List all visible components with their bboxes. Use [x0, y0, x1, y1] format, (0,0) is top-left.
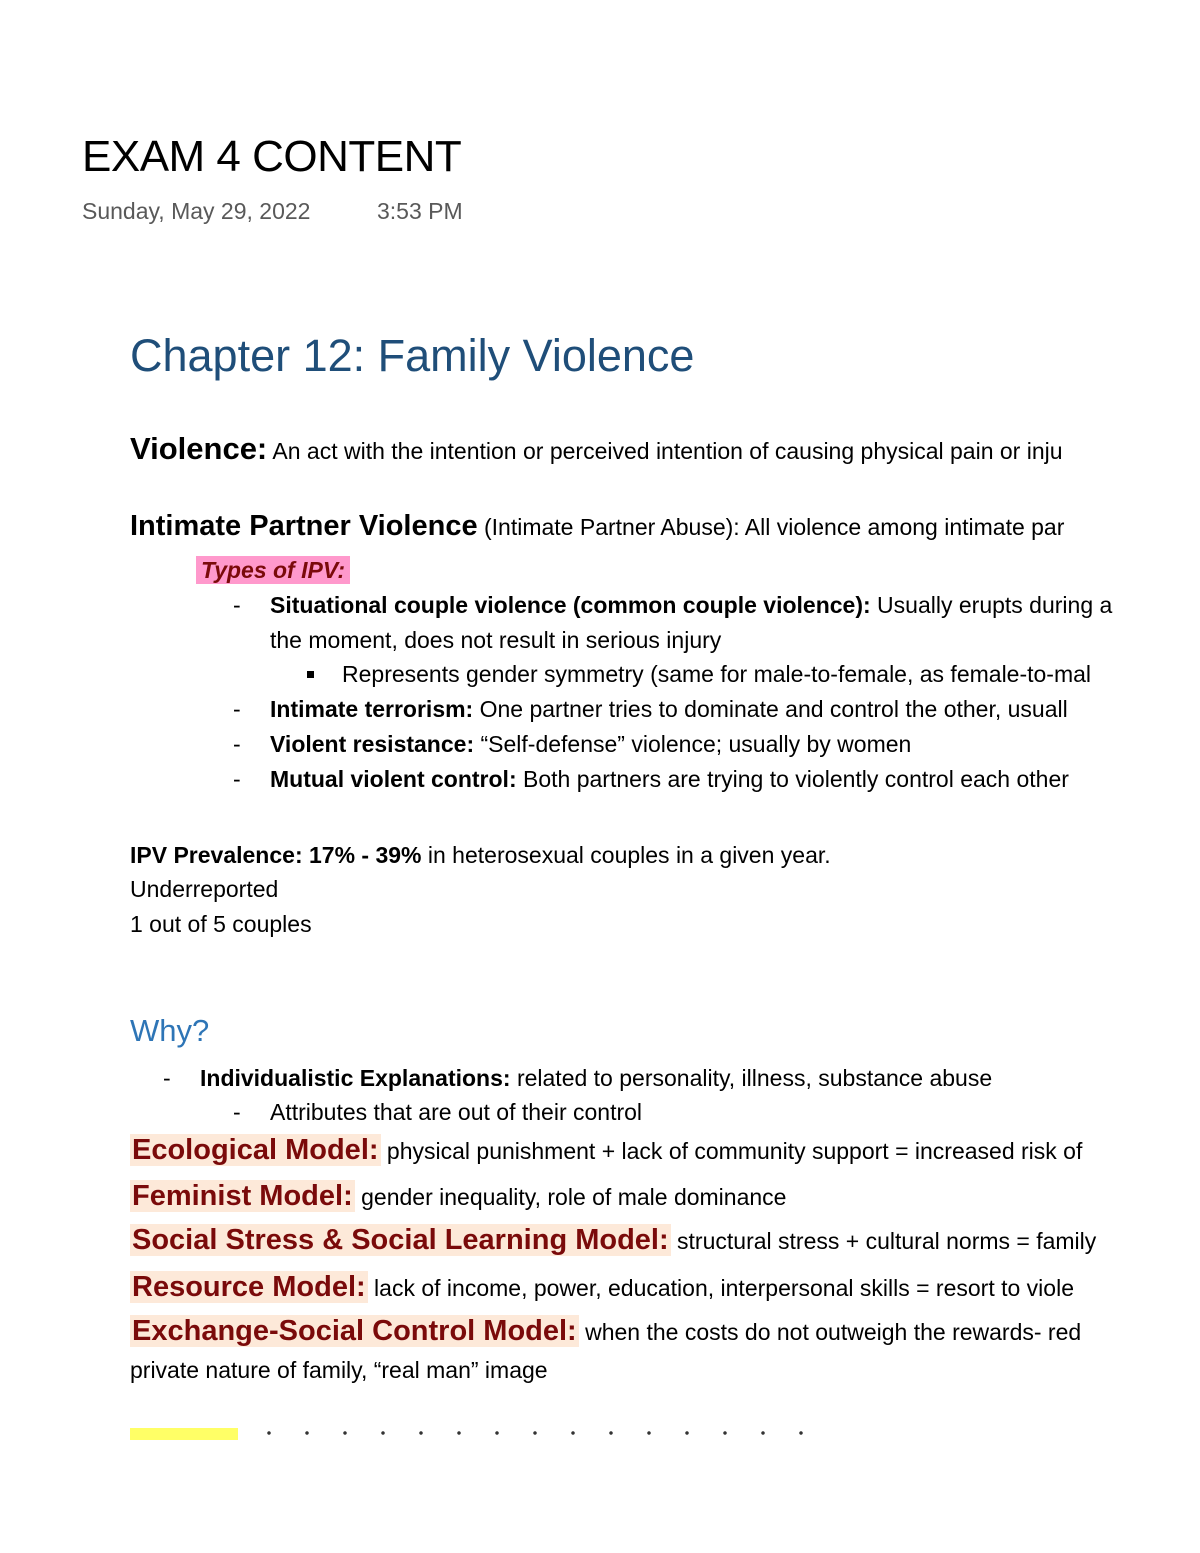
type-text: “Self-defense” violence; usually by women — [474, 731, 912, 757]
type-text: One partner tries to dominate and control the other, usuall — [473, 696, 1068, 722]
violence-text: An act with the intention or perceived intention of causing physical pain or inju — [267, 438, 1063, 464]
list-item — [270, 731, 911, 758]
cut-off-text-remnant — [250, 1429, 820, 1437]
prevalence-line — [130, 842, 831, 869]
model-term: Feminist Model: — [132, 1180, 353, 1212]
ipv-definition — [130, 510, 1064, 543]
list-item-continuation: the moment, does not result in serious injury — [270, 627, 722, 653]
model-term: Resource Model: — [132, 1271, 366, 1303]
bullet-dash: - — [233, 592, 241, 618]
prevalence-text: in heterosexual couples in a given year. — [421, 842, 831, 868]
list-item — [270, 696, 1068, 723]
page-time: 3:53 PM — [377, 198, 463, 224]
page-date: Sunday, May 29, 2022 — [82, 198, 311, 224]
type-text: Usually erupts during a — [870, 592, 1113, 618]
model-line — [130, 1134, 1082, 1167]
prevalence-label: IPV Prevalence: 17% - 39% — [130, 842, 422, 868]
bullet-dash: - — [233, 766, 241, 792]
bullet-dash: - — [233, 696, 241, 722]
list-item — [200, 1065, 992, 1092]
page-title: EXAM 4 CONTENT — [82, 132, 462, 181]
model-text: lack of income, power, education, interpersonal skills = resort to viole — [367, 1275, 1074, 1301]
prevalence-note: Underreported — [130, 876, 279, 902]
square-bullet-icon — [307, 671, 314, 678]
model-continuation: private nature of family, “real man” image — [130, 1357, 548, 1383]
model-line — [130, 1224, 1096, 1257]
model-term: Social Stress & Social Learning Model: — [132, 1224, 669, 1256]
list-subitem: Attributes that are out of their control — [270, 1099, 643, 1125]
violence-term: Violence: — [130, 431, 268, 466]
model-text: when the costs do not outweigh the rewards- red — [578, 1319, 1082, 1345]
type-term: Situational couple violence (common couple violence): — [270, 592, 871, 618]
ipv-term: Intimate Partner Violence — [130, 510, 478, 542]
type-term: Mutual violent control: — [270, 766, 517, 792]
list-item — [270, 592, 1112, 619]
prevalence-note: 1 out of 5 couples — [130, 911, 312, 937]
violence-definition — [130, 431, 1063, 467]
types-heading-label: Types of IPV: — [196, 556, 350, 584]
type-term: Violent resistance: — [270, 731, 475, 757]
model-text: structural stress + cultural norms = family — [670, 1228, 1097, 1254]
bullet-dash: - — [163, 1065, 171, 1091]
chapter-heading: Chapter 12: Family Violence — [130, 330, 695, 381]
model-term: Exchange-Social Control Model: — [132, 1315, 577, 1347]
types-heading — [196, 557, 350, 584]
bullet-dash: - — [233, 1099, 241, 1125]
ipv-text: (Intimate Partner Abuse): All violence among intimate par — [477, 514, 1065, 540]
type-text: Both partners are trying to violently control each other — [516, 766, 1069, 792]
model-text: gender inequality, role of male dominance — [354, 1184, 787, 1210]
model-line — [130, 1315, 1081, 1348]
type-term: Intimate terrorism: — [270, 696, 474, 722]
bullet-dash: - — [233, 731, 241, 757]
list-subitem: Represents gender symmetry (same for male-to-female, as female-to-mal — [342, 661, 1092, 687]
model-line — [130, 1271, 1074, 1304]
list-item — [270, 766, 1069, 793]
explanation-text: related to personality, illness, substance abuse — [510, 1065, 993, 1091]
model-term: Ecological Model: — [132, 1134, 379, 1166]
explanation-term: Individualistic Explanations: — [200, 1065, 511, 1091]
why-heading: Why? — [130, 1013, 210, 1048]
model-text: physical punishment + lack of community support = increased risk of — [380, 1138, 1083, 1164]
model-line — [130, 1180, 786, 1213]
cut-off-highlight — [130, 1428, 238, 1440]
